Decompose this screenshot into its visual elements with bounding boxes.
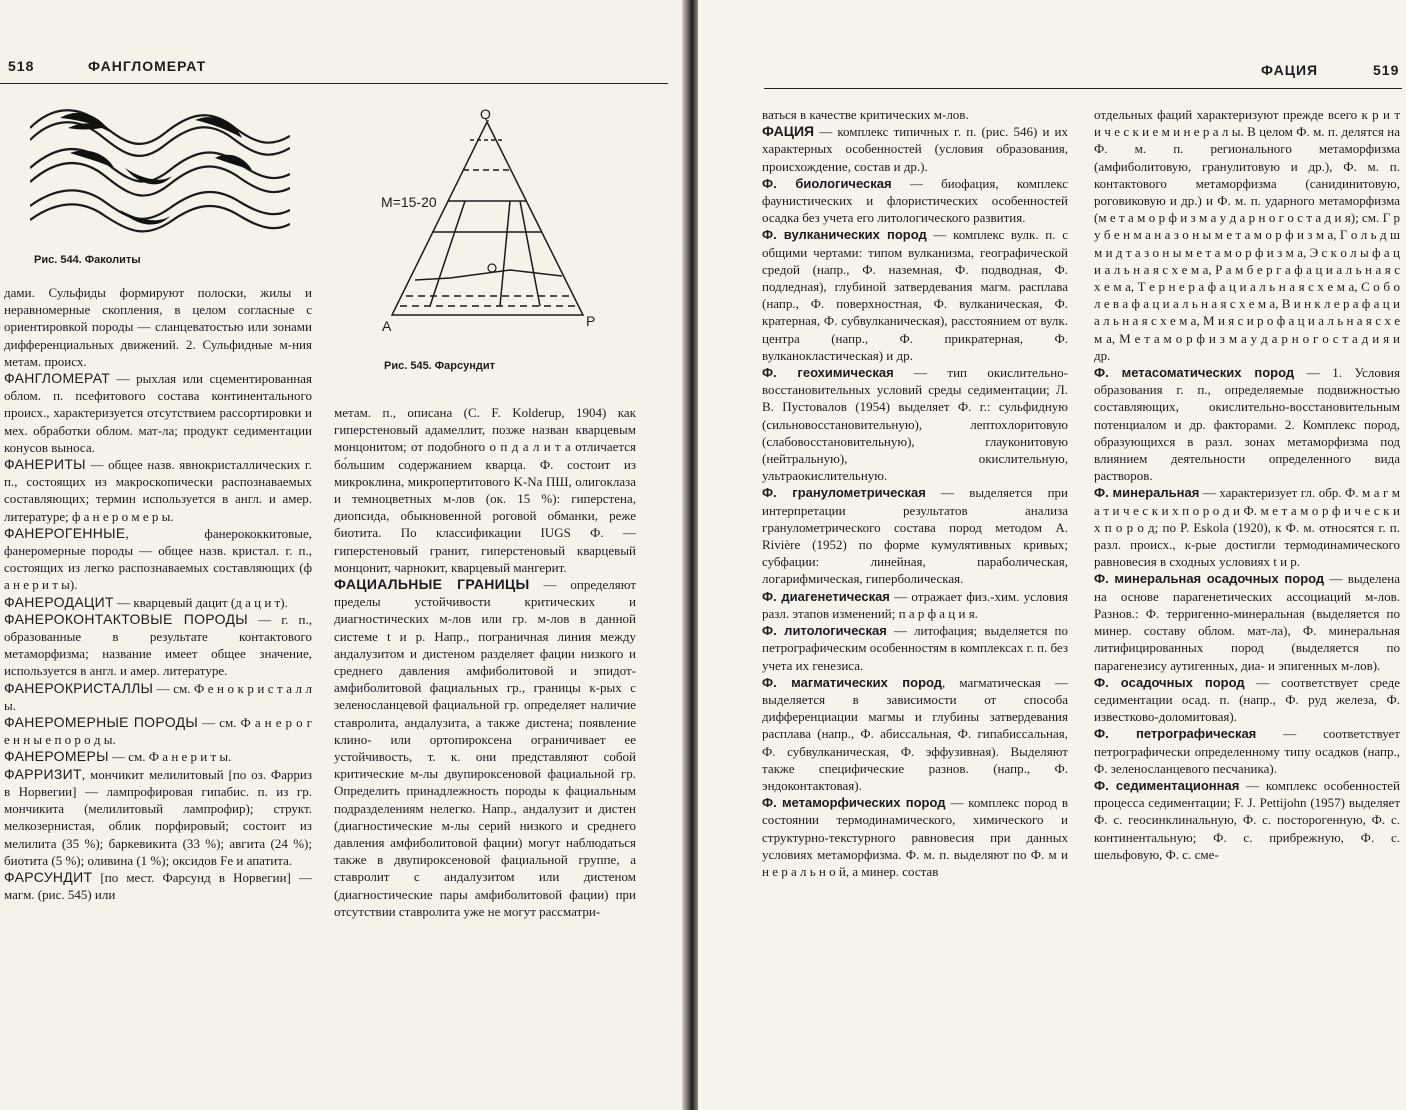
page-number-left: 518 <box>8 58 35 74</box>
entry-body: , мончикит мелилитовый [по оз. Фарриз в Норвегии] — лампрофировая гипабис. п. из гр. мончикита (мелилитовый лампрофир); структ. мелкозернистая, облик порфировый; состоит из мелилита (35 %); баркевикита (33 %); авгита (24 %); биотита (5 %); оливина (1 %); оксидов Fe и апатита. <box>4 766 312 868</box>
entry-body: — литофация; выделяется по петрографическим особенностям в комплексах г. п. без учета их генезиса. <box>762 623 1068 673</box>
entry-headword: ФАНЕРОДАЦИТ <box>4 593 114 610</box>
page-number-right: 519 <box>1373 62 1400 78</box>
paragraph: дами. Сульфиды формируют полоски, жилы и неравномерные скопления, в целом согласные с ориентировкой породы — сланцеватостью или зонами дифференциальных движений. 2. Сульфидные м-ния метам. происх. <box>4 285 312 369</box>
entry-headword: Ф. метаморфических пород <box>762 795 946 811</box>
entry-body: — комплекс пород в состоянии термодинамического, химического и структурно-текстурного равновесия при данных условиях метаморфизма. Ф. м. п. выделяют по Ф. м и н е р а л ь н о й, а минер. состав <box>762 795 1068 879</box>
entry-headword: Ф. магматических пород <box>762 674 943 690</box>
entry-body: — 1. Условия образования г. п., определяемые подвижностью составляющих, окислительно-восстановительным потенциалом и др. факторами. 2. Комплекс пород, образующихся в разл. зонах метаморфизма под влиянием деятельности определенного вида растворов. <box>1094 365 1400 484</box>
entry-body: — см. Ф е н о к р и с т а л л ы. <box>4 680 312 713</box>
entry-body: , магматическая — выделяется в зависимости от способа дифференциации магмы и глубины затвердевания расплава (напр., Ф. абиссальная, Ф. гипабиссальная, Ф. субвулканическая, Ф. эффузивная). Выделяют также специфические разнов. (напр., Ф. эндоконтактовая). <box>762 674 1068 793</box>
entry-headword: Ф. метасоматических пород <box>1094 365 1295 381</box>
running-head-left: ФАНГЛОМЕРАТ <box>88 58 207 74</box>
dictionary-entry <box>762 364 1068 484</box>
dictionary-entry <box>4 456 312 525</box>
entry-body: — рыхлая или сцементированная облом. п. псефитового состава континентального происх., характеризуется отсутствием рассортировки и мех. обработки облом. мат-ла; продукт седиментации конусов выноса. <box>4 371 312 455</box>
dictionary-entry <box>1094 674 1400 726</box>
figure-544-caption: Рис. 544. Факолиты <box>34 254 141 266</box>
entry-headword: ФАНЕРОКРИСТАЛЛЫ <box>4 679 154 696</box>
entry-body: — выделяется при интерпретации результатов анализа гранулометрического состава пород методом A. Rivière (1952) по форме кумулятивных кривых; субфации: линейная, параболическая, логарифмическая, гиперболическая. <box>762 485 1068 587</box>
entry-headword: ФАНЕРОГЕННЫЕ <box>4 524 126 541</box>
vertex-label-q: Q <box>480 106 491 122</box>
entry-body: — комплекс типичных г. п. (рис. 546) и их характерных особенностей (условия образования, происхождение, состав и др.). <box>762 124 1068 174</box>
text-column-4 <box>1094 106 1400 863</box>
dictionary-entry <box>762 794 1068 880</box>
text-column-3 <box>762 106 1068 880</box>
dictionary-entry <box>4 611 312 680</box>
entry-headword: Ф. гранулометрическая <box>762 485 926 501</box>
paragraph: метам. п., описана (C. F. Kolderup, 1904) как гиперстеновый адамеллит, позже назван кварцевым монцонитом; от подобного о п д а л и т а отличается бо́льшим содержанием кварца. Ф. состоит из микроклина, микропертитового K-Na ПШ, олигоклаза и темноцветных м-лов (ок. 15 %): гиперстена, диопсида, обыкновенной роговой обманки, реже биотита. По классификации IUGS Ф. — гиперстеновый гранит, гиперстеновый кварцевый монцонит, чарнокит, кварцевый мангерит. <box>334 405 636 575</box>
entry-headword: Ф. седиментационная <box>1094 777 1240 793</box>
entry-body: — общее назв. явнокристаллических г. п., состоящих из макроскопически распознаваемых составляющих; термин используется в англ. и амер. литературе; ф а н е р о м е р ы. <box>4 457 312 524</box>
entry-headword: ФАРРИЗИТ <box>4 765 82 782</box>
entry-body: [по мест. Фарсунд в Норвегии] — магм. (рис. 545) или <box>4 869 312 903</box>
entry-headword: Ф. литологическая <box>762 623 887 639</box>
dictionary-entry <box>4 748 312 765</box>
m-value-label: M=15-20 <box>381 194 437 210</box>
entry-headword: ФАЦИЯ <box>762 123 815 140</box>
entry-headword: Ф. диагенетическая <box>762 588 890 604</box>
dictionary-entry <box>1094 725 1400 777</box>
entry-headword: ФАНЕРОМЕРЫ <box>4 748 109 765</box>
dictionary-entry <box>4 869 312 903</box>
dictionary-entry <box>4 680 312 714</box>
left-page <box>0 0 686 1110</box>
dictionary-entry <box>4 594 312 611</box>
entry-headword: Ф. минеральная <box>1094 485 1200 501</box>
entry-body: — кварцевый дацит (д а ц и т). <box>113 594 288 610</box>
entry-body: — г. п., образованные в результате контактового метаморфизма; название имеет общее значение, используется в англ. и амер. литературе. <box>4 611 313 679</box>
entry-body: — соответствует петрографически определенному типу осадков (напр., Ф. зеленосланцевого песчаника). <box>1094 726 1400 776</box>
text-column-1 <box>4 284 312 903</box>
entry-headword: Ф. биологическая <box>762 175 892 191</box>
entry-body: — см. Ф а н е р и т ы. <box>108 749 232 765</box>
dictionary-entry <box>762 484 1068 587</box>
entry-headword: Ф. минеральная осадочных пород <box>1094 571 1325 587</box>
entry-body: — см. Ф а н е р о г е н н ы е п о р о д ы. <box>4 715 312 748</box>
dictionary-entry <box>1094 484 1400 570</box>
right-page <box>698 0 1406 1110</box>
entry-headword: ФАЦИАЛЬНЫЕ ГРАНИЦЫ <box>334 576 530 593</box>
dictionary-entry <box>4 525 312 594</box>
dictionary-entry <box>762 674 1068 794</box>
paragraph: ваться в качестве критических м-лов. <box>762 107 969 122</box>
entry-body: — выделена на основе парагенетических ассоциаций м-лов. Разнов.: Ф. терригенно-минеральная (выделяется по минер. составу облом. мат-ла), Ф. минеральная литифицированных пород (выделяется по парагенезису аутигенных, диа- и эпигенных м-лов). <box>1094 571 1400 673</box>
entry-body: — определяют пределы устойчивости критических и диагностических м-лов или гр. м-лов в данной системе t и p. Напр., пограничная линия между андалузитом и дистеном разделяет фации низкого и среднего давления амфиболитовой и эпидот-амфиболитовой фациальных гр., границы к-рых с зеленосланцевой фациальной гр. определяет наличие ставролита, андалузита, а также дистена; появление клино- или ортопироксена ограничивает ее устойчивость, т. к. они представляют собой критические м-лы двупироксеновой фациальной гр. Определить принадлежность породы к фациальным подразделениям нелегко. Напр., андалузит и дистен (диагностические м-лы серий низкого и среднего давления амфиболитовой фации) могут наблюдаться также в двупироксеновой фациальной группе, а ставролит с андалузитом или дистеном (диагностические пары амфиболитовой фации) при отсутствии ставролита уже не могут рассматри- <box>334 577 636 919</box>
entry-headword: ФАРСУНДИТ <box>4 868 93 885</box>
dictionary-entry <box>1094 777 1400 863</box>
entry-headword: Ф. геохимическая <box>762 365 894 381</box>
dictionary-entry <box>334 576 636 920</box>
entry-headword: ФАНГЛОМЕРАТ <box>4 370 111 387</box>
dictionary-entry <box>4 766 312 869</box>
dictionary-entry <box>1094 570 1400 673</box>
header-rule-left <box>0 83 668 84</box>
dictionary-entry <box>762 622 1068 674</box>
dictionary-entry <box>1094 364 1400 484</box>
text-column-2 <box>334 404 636 920</box>
vertex-label-a: A <box>382 318 392 334</box>
dictionary-entry <box>4 370 312 456</box>
paragraph: отдельных фаций характеризуют прежде всего к р и т и ч е с к и е м и н е р а л ы. В целом Ф. м. п. делятся на Ф. м. п. регионального метаморфизма (амфиболитовую, гранулитовую и др.), Ф. м. п. контактового метаморфизма (санидинитовую, роговиковую и др.) и Ф. м. п. ударного метаморфизма (м е т а м о р ф и з м а у д а р н о г о с т а д и я); см. Г р у б е н м а н а з о н ы м е т а м о р ф и з м а, Г о л ь д ш м и д т а з о н ы м е т а м о р ф и з м а, Э с к о л ы ф а ц и а л ь н а я с х е м а, Р а м б е р г а ф а ц и а л ь н а я с х е м а, Т е р н е р а ф а ц и а л ь н а я с х е м а, С о б о л е в а ф а ц и а л ь н а я с х е м а, В и н к л е р а ф а ц и а л ь н а я с х е м а, М и я с и р о ф а ц и а л ь н а я с х е м а, М е т а м о р ф и з м а у д а р н о г о с т а д и я и др. <box>1094 107 1400 363</box>
entry-headword: ФАНЕРИТЫ <box>4 456 86 473</box>
entry-body: — биофация, комплекс фаунистических и флористических особенностей осадка без учета его литологического развития. <box>762 175 1068 226</box>
entry-body: — комплекс особенностей процесса седиментации; F. J. Pettijohn (1957) выделяет Ф. с. геосинклинальную, Ф. с. посторогенную, Ф. с. континентальную; Ф. с. прибрежную, Ф. с. шельфовую, Ф. с. сме- <box>1094 777 1401 862</box>
entry-body: — отражает физ.-хим. условия разл. этапов изменений; п а р ф а ц и я. <box>762 588 1068 621</box>
entry-body: — соответствует среде седиментации осад. п. (напр., Ф. руд железа, Ф. известково-доломитовая). <box>1094 674 1400 725</box>
entry-headword: ФАНЕРОКОНТАКТОВЫЕ ПОРОДЫ <box>4 610 248 627</box>
dictionary-entry <box>762 226 1068 364</box>
figure-544-phacolith <box>30 98 290 238</box>
figure-545-caption: Рис. 545. Фарсундит <box>384 360 496 372</box>
entry-body: — характеризует гл. обр. Ф. м а г м а т и ч е с к и х п о р о д и Ф. м е т а м о р ф и ч е с к и х п о р о д; по P. Eskola (1920), к Ф. м. относятся г. п. разл. происх., к-рые достигли термодинамического равновесия в сходных условиях t и p. <box>1094 485 1400 570</box>
figure-545-ternary-diagram <box>370 100 610 340</box>
entry-body: — тип окислительно-восстановительных условий среды седиментации; Л. В. Пустовалов (1954) выделяет Ф. г.: сульфидную (сильновосстановительную), лептохлоритовую (слабовосстановительную), глауконитовую (нейтральную), окислительную, ультраокислительную. <box>762 365 1068 484</box>
entry-headword: Ф. петрографическая <box>1094 726 1257 742</box>
dictionary-entry <box>4 714 312 748</box>
running-head-right: ФАЦИЯ <box>1261 62 1319 78</box>
dictionary-entry <box>762 175 1068 227</box>
entry-body: , фанерококкитовые, фанеромерные породы — общее назв. кристал. г. п., состоящих из легко распознаваемых составляющих (ф а н е р и т ы). <box>4 525 312 593</box>
entry-body: — комплекс вулк. п. с общими чертами: типом вулканизма, географической средой (напр., Ф. наземная, Ф. подводная, Ф. подледная), глубиной затвердевания магм. расплава (напр., Ф. поверхностная, Ф. вулканическая, Ф. кратерная, Ф. субвулканическая), расстоянием от вулк. центра (напр., Ф. прикратерная, Ф. вулканокластическая) и др. <box>762 227 1068 363</box>
entry-headword: ФАНЕРОМЕРНЫЕ ПОРОДЫ <box>4 714 199 731</box>
entry-headword: Ф. осадочных пород <box>1094 674 1245 690</box>
vertex-label-p: P <box>586 313 596 329</box>
dictionary-entry <box>762 123 1068 175</box>
dictionary-entry <box>762 588 1068 622</box>
header-rule-right <box>764 88 1402 89</box>
entry-headword: Ф. вулканических пород <box>762 227 927 243</box>
